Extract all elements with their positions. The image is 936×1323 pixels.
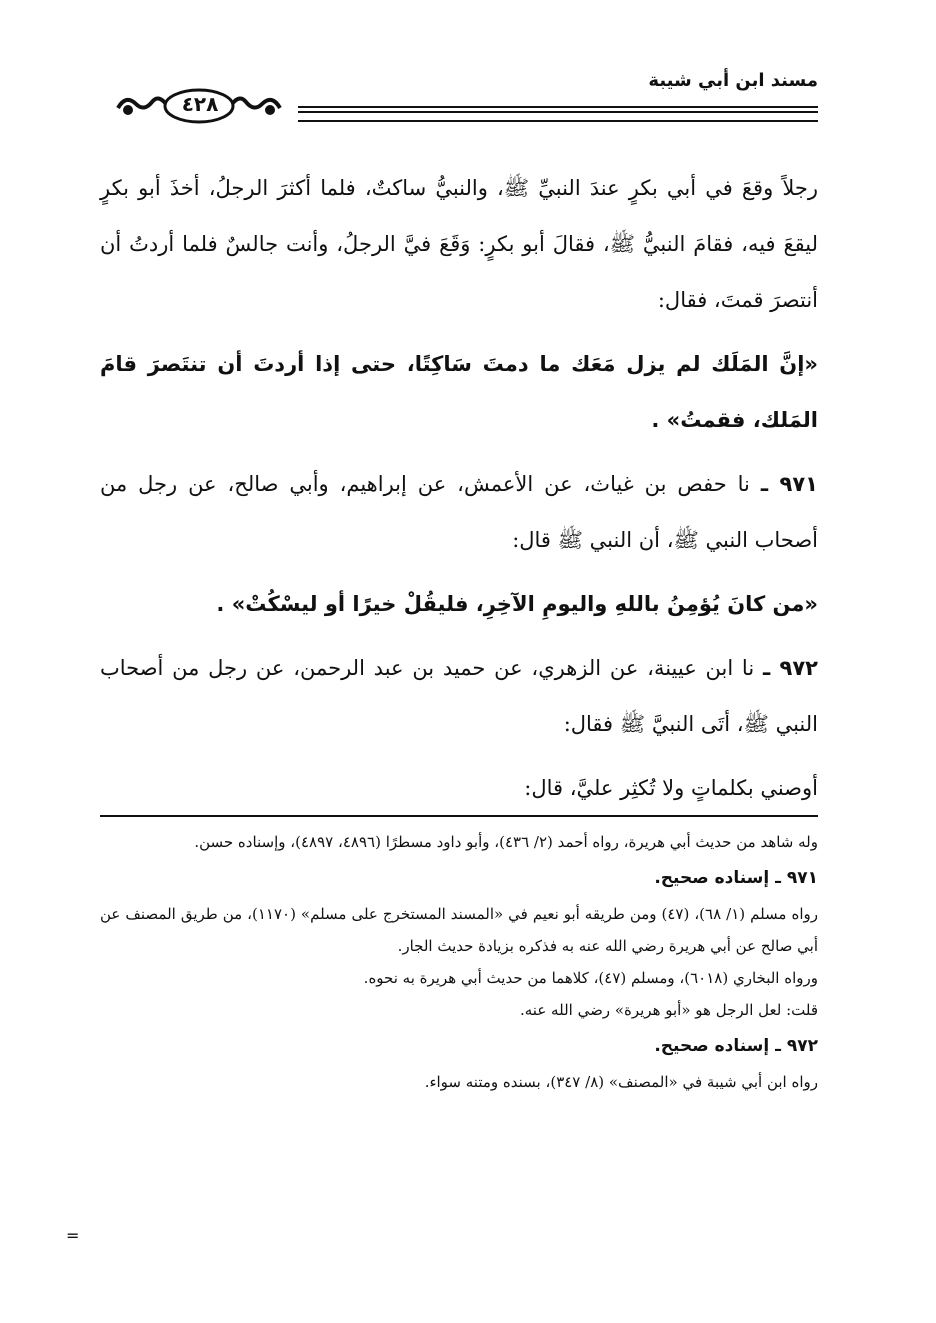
grade-heading-971: ٩٧١ ـ إسناده صحيح. (654, 868, 818, 888)
isnad-text: نا ابن عيينة، عن الزهري، عن حميد بن عبد الرحمن، عن رجل من أصحاب النبي ﷺ، أتَى النبيَّ ﷺ فقال: (100, 656, 818, 736)
footnote-separator (100, 815, 818, 817)
main-text (100, 160, 818, 824)
page-number: ٤٢٨ (181, 92, 219, 116)
continuation-mark: = (66, 1226, 80, 1245)
footnote-paragraph: قلت: لعل الرجل هو «أبو هريرة» رضي الله عنه. (520, 1001, 818, 1019)
footnote-paragraph: وله شاهد من حديث أبي هريرة، رواه أحمد (٢/ ٤٣٦)، وأبو داود مسطرًا (٤٨٩٦، ٤٨٩٧)، وإسناده حسن. (194, 833, 818, 851)
hadith-972-chain (100, 640, 818, 752)
hadith-972-text: أوصني بكلماتٍ ولا تُكثِر عليَّ، قال: (524, 776, 818, 800)
hadith-number: ٩٧٢ ـ (762, 656, 818, 680)
hadith-text: «إنَّ المَلَك لم يزل مَعَك ما دمتَ سَاكِتًا، حتى إذا أردتَ أن تنتَصرَ قامَ المَلك، فقمتُ» . (100, 352, 818, 432)
footnote-paragraph: رواه ابن أبي شيبة في «المصنف» (٨/ ٣٤٧)، بسنده ومتنه سواء. (424, 1073, 818, 1091)
page-number-ornament (114, 86, 284, 126)
footnotes (100, 826, 818, 1098)
isnad-text: نا حفص بن غياث، عن الأعمش، عن إبراهيم، وأبي صالح، عن رجل من أصحاب النبي ﷺ، أن النبي ﷺ قال: (100, 472, 818, 552)
footnote-paragraph: ورواه البخاري (٦٠١٨)، ومسلم (٤٧)، كلاهما من حديث أبي هريرة به نحوه. (363, 969, 818, 987)
book-title: مسند ابن أبي شيبة (648, 70, 818, 91)
hadith-971-text: «من كانَ يُؤمِنُ باللهِ واليومِ الآخِرِ، فليقُلْ خيرًا أو ليسْكُتْ» . (216, 592, 818, 616)
hadith-971-chain (100, 456, 818, 568)
footnote-paragraph: رواه مسلم (١/ ٦٨)، (٤٧) ومن طريقه أبو نعيم في «المسند المستخرج على مسلم» (١١٧٠)، من طريق المصنف عن أبي صالح عن أبي هريرة رضي الله عنه به فذكره بزيادة حديث الجار. (100, 905, 818, 955)
grade-heading-972: ٩٧٢ ـ إسناده صحيح. (654, 1036, 818, 1056)
hadith-number: ٩٧١ ـ (760, 472, 818, 496)
narrative-paragraph: رجلاً وقعَ في أبي بكرٍ عندَ النبيِّ ﷺ، والنبيُّ ساكتٌ، فلما أكثرَ الرجلُ، أخذَ أبو بكرٍ ليقعَ فيه، فقامَ النبيُّ ﷺ، فقالَ أبو بكرٍ: وَقَعَ فيَّ الرجلُ، وأنت جالسٌ فلما أردتُ أن أنتصرَ قمتَ، فقال: (100, 176, 818, 312)
header-rule (298, 106, 818, 122)
page-header (100, 66, 818, 132)
